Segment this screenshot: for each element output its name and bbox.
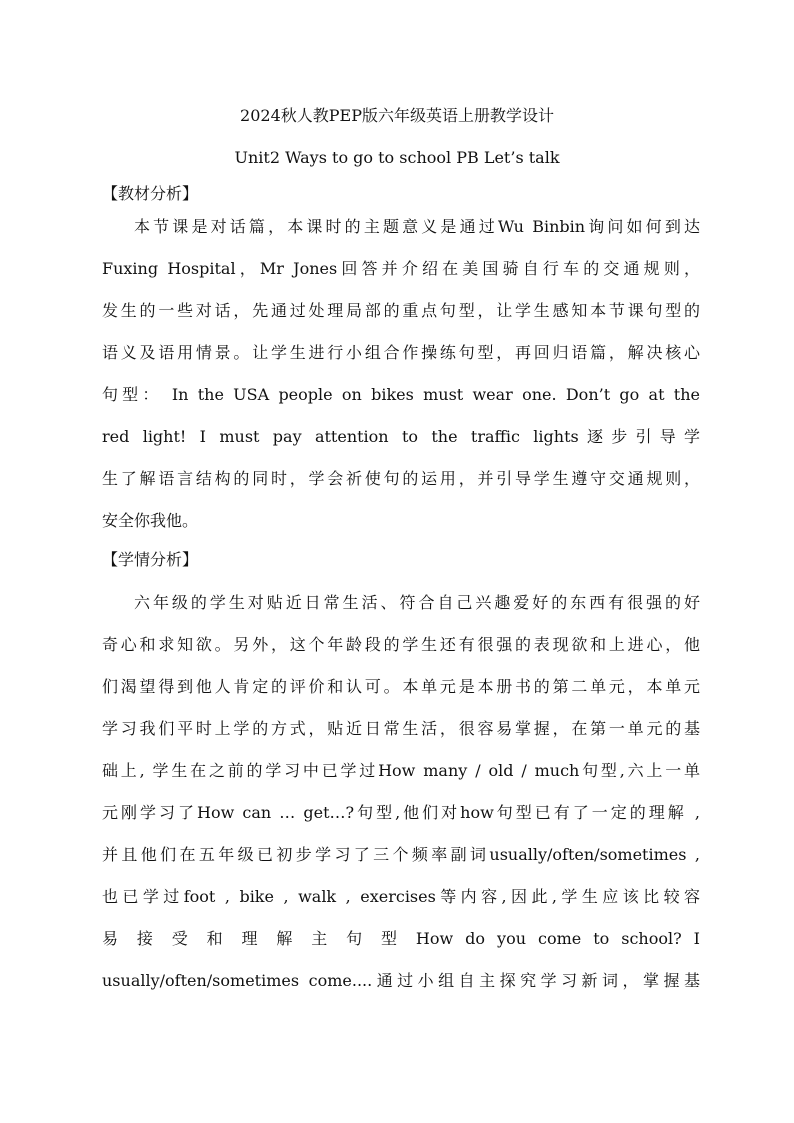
paragraph-line: 本节课是对话篇，本课时的主题意义是通过Wu Binbin询问如何到达 [134, 217, 700, 236]
paragraph-line: 也已学过foot , bike , walk , exercises等内容,因此,学生应该比较容 [102, 887, 700, 906]
paragraph-line: 发生的一些对话，先通过处理局部的重点句型，让学生感知本节课句型的 [102, 301, 700, 320]
section-heading-student-analysis: 【学情分析】 [102, 550, 199, 569]
document-title: 2024秋人教PEP版六年级英语上册教学设计 [240, 106, 554, 125]
paragraph-line: 易 接 受 和 理 解 主 句 型 How do you come to school? I [102, 929, 700, 948]
paragraph-line: usually/often/sometimes come....通过小组自主探究学习新词，掌握基 [102, 971, 700, 990]
paragraph-line: 语义及语用情景。让学生进行小组合作操练句型，再回归语篇，解决核心 [102, 343, 700, 362]
paragraph-line: Fuxing Hospital，Mr Jones回答并介绍在美国骑自行车的交通规则， [102, 259, 700, 278]
paragraph-line: 安全你我他。 [102, 511, 199, 530]
paragraph-line: 元刚学习了How can … get…?句型,他们对how句型已有了一定的理解 , [102, 803, 700, 822]
paragraph-line: 础上, 学生在之前的学习中已学过How many / old / much句型,六上一单 [102, 761, 700, 780]
lesson-subtitle: Unit2 Ways to go to school PB Let’s talk [234, 148, 560, 167]
paragraph-line: 奇心和求知欲。另外，这个年龄段的学生还有很强的表现欲和上进心，他 [102, 635, 700, 654]
paragraph-line: 们渴望得到他人肯定的评价和认可。本单元是本册书的第二单元，本单元 [102, 677, 700, 696]
paragraph-line: 并且他们在五年级已初步学习了三个频率副词usually/often/sometimes , [102, 845, 700, 864]
paragraph-line: 六年级的学生对贴近日常生活、符合自己兴趣爱好的东西有很强的好 [134, 593, 700, 612]
paragraph-line: red light! I must pay attention to the traffic lights逐步引导学 [102, 427, 700, 446]
paragraph-line: 学习我们平时上学的方式，贴近日常生活，很容易掌握，在第一单元的基 [102, 719, 700, 738]
section-heading-textbook-analysis: 【教材分析】 [102, 184, 199, 203]
paragraph-line: 生了解语言结构的同时，学会祈使句的运用，并引导学生遵守交通规则， [102, 469, 700, 488]
paragraph-line: 句型： In the USA people on bikes must wear one. Don’t go at the [102, 385, 700, 404]
